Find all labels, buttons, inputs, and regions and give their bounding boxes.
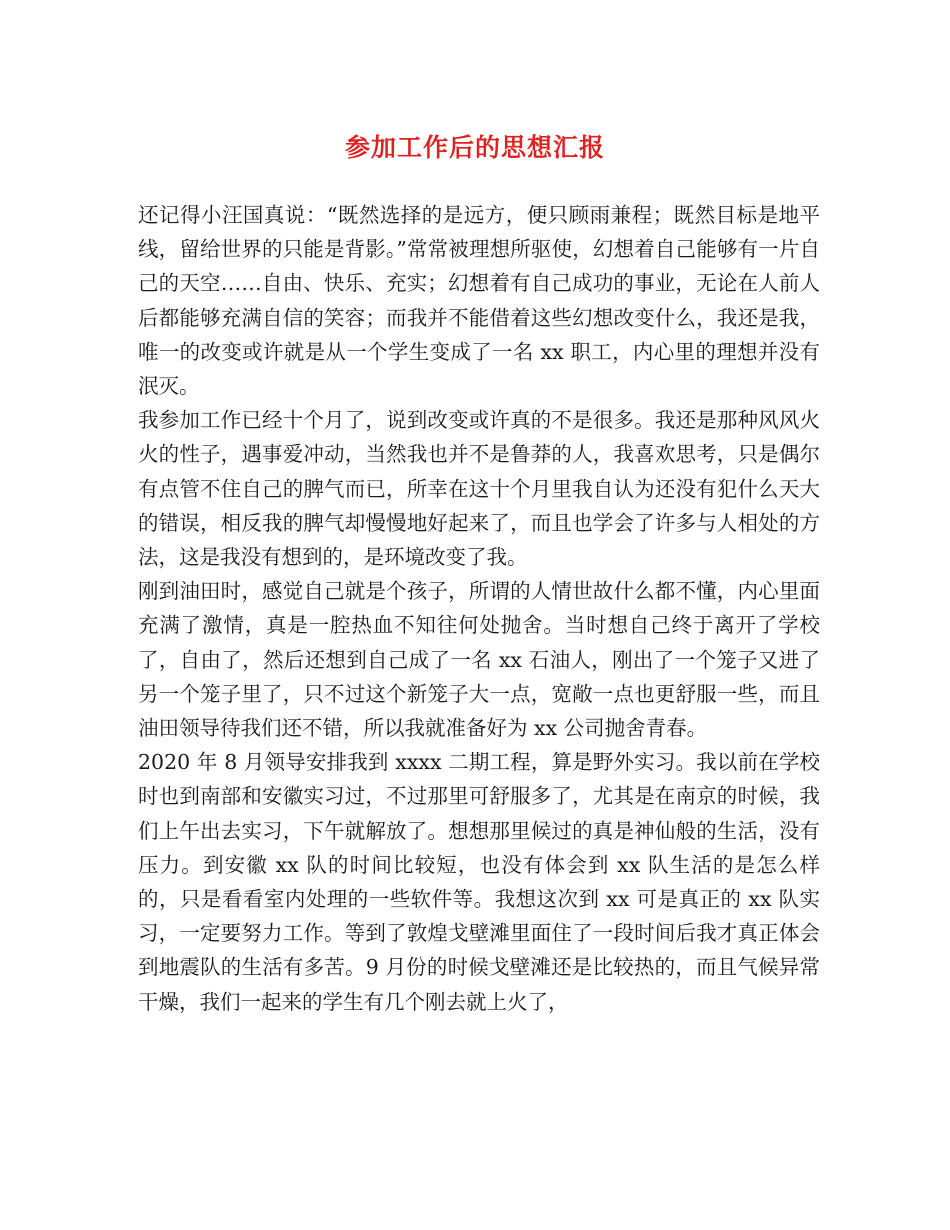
paragraph-4: 2020 年 8 月领导安排我到 xxxx 二期工程，算是野外实习。我以前在学校时也到南部和安徽实习过，不过那里可舒服多了，尤其是在南京的时候，我们上午出去实习，下午就解放了。想想那里候过的真是神仙般的生活，没有压力。到安徽 xx 队的时间比较短，也没有体会到 xx 队生活的是怎么样的，只是看看室内处理的一些软件等。我想这次到 xx 可是真正的 xx 队实习，一定要努力工作。等到了敦煌戈壁滩里面住了一段时间后我才真正体会到地震队的生活有多苦。9 月份的时候戈壁滩还是比较热的，而且气候异常干燥，我们一起来的学生有几个刚去就上火了， [138, 750, 820, 1014]
paragraph-2: 我参加工作已经十个月了，说到改变或许真的不是很多。我还是那种风风火火的性子，遇事爱冲动，当然我也并不是鲁莽的人，我喜欢思考，只是偶尔有点管不住自己的脾气而已，所幸在这十个月里我自认为还没有犯什么天大的错误，相反我的脾气却慢慢地好起来了，而且也学会了许多与人相处的方法，这是我没有想到的，是环境改变了我。 [138, 408, 820, 570]
paragraph-1: 还记得小汪国真说：“既然选择的是远方，便只顾雨兼程；既然目标是地平线，留给世界的只能是背影。”常常被理想所驱使，幻想着自己能够有一片自己的天空……自由、快乐、充实；幻想着有自己成功的事业，无论在人前人后都能够充满自信的笑容；而我并不能借着这些幻想改变什么，我还是我，唯一的改变或许就是从一个学生变成了一名 xx 职工，内心里的理想并没有泯灭。 [138, 203, 820, 399]
document-body [138, 198, 820, 1019]
paragraph-3: 刚到油田时，感觉自己就是个孩子，所谓的人情世故什么都不懂，内心里面充满了激情，真是一腔热血不知往何处抛舍。当时想自己终于离开了学校了，自由了，然后还想到自己成了一名 xx 石油人，刚出了一个笼子又进了另一个笼子里了，只不过这个新笼子大一点，宽敞一点也更舒服一些，而且油田领导待我们还不错，所以我就准备好为 xx 公司抛舍青春。 [138, 579, 820, 741]
document-title: 参加工作后的思想汇报 [344, 133, 605, 162]
